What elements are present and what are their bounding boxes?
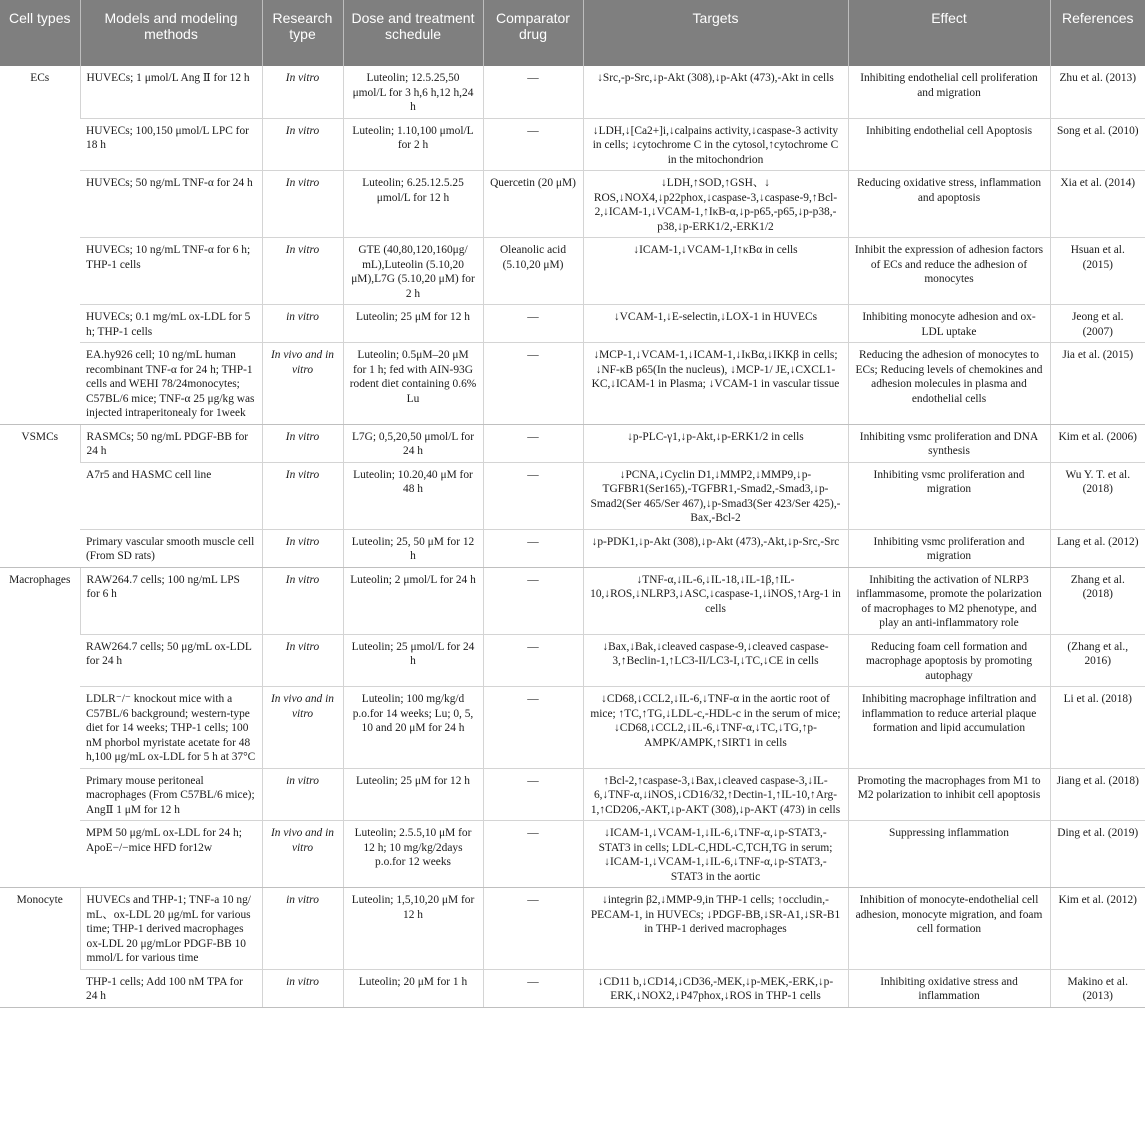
table-row <box>0 969 1145 1007</box>
dose-cell: Luteolin; 100 mg/kg/d p.o.for 14 weeks; Lu; 0, 5, 10 and 20 μM for 24 h <box>343 687 483 769</box>
model-cell: HUVECs; 50 ng/mL TNF-α for 24 h <box>80 171 262 238</box>
header-cell: Dose and treatment schedule <box>343 0 483 66</box>
header-cell: Targets <box>583 0 848 66</box>
table-row <box>0 343 1145 425</box>
comparator-cell: — <box>483 424 583 462</box>
comparator-cell: — <box>483 687 583 769</box>
model-cell: HUVECs; 100,150 μmol/L LPC for 18 h <box>80 118 262 171</box>
dose-cell: Luteolin; 25, 50 μM for 12 h <box>343 529 483 567</box>
comparator-cell: Oleanolic acid (5.10,20 μM) <box>483 238 583 305</box>
model-cell: RASMCs; 50 ng/mL PDGF-BB for 24 h <box>80 424 262 462</box>
targets-cell: ↓LDH,↓[Ca2+]i,↓calpains activity,↓caspase-3 activity in cells; ↓cytochrome C in the cytosol,↑cytochrome C in the mitochondrion <box>583 118 848 171</box>
reference-cell: Jia et al. (2015) <box>1050 343 1145 425</box>
reference-cell: Hsuan et al. (2015) <box>1050 238 1145 305</box>
targets-cell: ↓Src,-p-Src,↓p-Akt (308),↓p-Akt (473),-Akt in cells <box>583 66 848 118</box>
table-row <box>0 888 1145 970</box>
dose-cell: Luteolin; 25 μM for 12 h <box>343 305 483 343</box>
targets-cell: ↓PCNA,↓Cyclin D1,↓MMP2,↓MMP9,↓p-TGFBR1(Ser165),-TGFBR1,-Smad2,-Smad3,↓p-Smad2(Ser 465/Ser 467),↓p-Smad3(Ser 423/Ser 425),-Bax,-Bcl-2 <box>583 462 848 529</box>
reference-cell: Lang et al. (2012) <box>1050 529 1145 567</box>
header-cell: Models and modeling methods <box>80 0 262 66</box>
effect-cell: Inhibit the expression of adhesion factors of ECs and reduce the adhesion of monocytes <box>848 238 1050 305</box>
table-row <box>0 424 1145 462</box>
comparator-cell: — <box>483 66 583 118</box>
targets-cell: ↓p-PLC-γ1,↓p-Akt,↓p-ERK1/2 in cells <box>583 424 848 462</box>
table-row <box>0 462 1145 529</box>
dose-cell: Luteolin; 20 μM for 1 h <box>343 969 483 1007</box>
dose-cell: Luteolin; 10.20,40 μM for 48 h <box>343 462 483 529</box>
reference-cell: (Zhang et al., 2016) <box>1050 634 1145 687</box>
dose-cell: Luteolin; 25 μM for 12 h <box>343 768 483 821</box>
reference-cell: Zhang et al. (2018) <box>1050 567 1145 634</box>
header-row <box>0 0 1145 66</box>
comparator-cell: — <box>483 305 583 343</box>
model-cell: HUVECs and THP-1; TNF-a 10 ng/ mL、ox-LDL 20 μg/mL for various time; THP-1 derived macrophages ox-LDL 20 μg/mLor PDGF-BB 10 mmol/L for various time <box>80 888 262 970</box>
header-cell: Comparator drug <box>483 0 583 66</box>
reference-cell: Song et al. (2010) <box>1050 118 1145 171</box>
comparator-cell: — <box>483 888 583 970</box>
table-row <box>0 687 1145 769</box>
cell-type-cell: ECs <box>0 66 80 424</box>
header-cell: Cell types <box>0 0 80 66</box>
table-row <box>0 768 1145 821</box>
research-type-cell: in vitro <box>262 969 343 1007</box>
comparator-cell: — <box>483 567 583 634</box>
effect-cell: Inhibiting vsmc proliferation and DNA synthesis <box>848 424 1050 462</box>
dose-cell: L7G; 0,5,20,50 μmol/L for 24 h <box>343 424 483 462</box>
reference-cell: Zhu et al. (2013) <box>1050 66 1145 118</box>
comparator-cell: — <box>483 768 583 821</box>
effect-cell: Inhibiting the activation of NLRP3 inflammasome, promote the polarization of macrophages to M2 phenotype, and play an anti-inflammatory role <box>848 567 1050 634</box>
research-type-cell: In vitro <box>262 529 343 567</box>
table-row <box>0 529 1145 567</box>
targets-cell: ↓CD11 b,↓CD14,↓CD36,-MEK,↓p-MEK,-ERK,↓p-ERK,↓NOX2,↓P47phox,↓ROS in THP-1 cells <box>583 969 848 1007</box>
comparator-cell: — <box>483 634 583 687</box>
cell-type-cell: Monocyte <box>0 888 80 1008</box>
targets-cell: ↓ICAM-1,↓VCAM-1,I↑κBα in cells <box>583 238 848 305</box>
comparator-cell: Quercetin (20 μM) <box>483 171 583 238</box>
reference-cell: Jeong et al. (2007) <box>1050 305 1145 343</box>
effect-cell: Reducing oxidative stress, inflammation and apoptosis <box>848 171 1050 238</box>
header-cell: References <box>1050 0 1145 66</box>
effect-cell: Inhibiting endothelial cell proliferation and migration <box>848 66 1050 118</box>
table-row <box>0 567 1145 634</box>
table-row <box>0 171 1145 238</box>
model-cell: HUVECs; 0.1 mg/mL ox-LDL for 5 h; THP-1 cells <box>80 305 262 343</box>
table-row <box>0 634 1145 687</box>
reference-cell: Makino et al. (2013) <box>1050 969 1145 1007</box>
targets-cell: ↓integrin β2,↓MMP-9,in THP-1 cells; ↑occludin,-PECAM-1, in HUVECs; ↓PDGF-BB,↓SR-A1,↓SR-B1 in THP-1 derived macrophages <box>583 888 848 970</box>
effect-cell: Inhibition of monocyte-endothelial cell adhesion, monocyte migration, and foam cell formation <box>848 888 1050 970</box>
table-row <box>0 821 1145 888</box>
comparator-cell: — <box>483 821 583 888</box>
effect-cell: Inhibiting vsmc proliferation and migration <box>848 529 1050 567</box>
dose-cell: Luteolin; 1,5,10,20 μM for 12 h <box>343 888 483 970</box>
comparator-cell: — <box>483 462 583 529</box>
reference-cell: Kim et al. (2012) <box>1050 888 1145 970</box>
reference-cell: Li et al. (2018) <box>1050 687 1145 769</box>
model-cell: RAW264.7 cells; 100 ng/mL LPS for 6 h <box>80 567 262 634</box>
comparator-cell: — <box>483 343 583 425</box>
targets-cell: ↓CD68,↓CCL2,↓IL-6,↓TNF-α in the aortic root of mice; ↑TC,↑TG,↓LDL-c,-HDL-c in the serum of mice; ↓CD68,↓CCL2,↓IL-6,↓TNF-α,↓TC,↓TG,↑p-AMPK/AMPK,↑SIRT1 in cells <box>583 687 848 769</box>
research-type-cell: in vitro <box>262 305 343 343</box>
dose-cell: Luteolin; 2.5.5,10 μM for 12 h; 10 mg/kg/2days p.o.for 12 weeks <box>343 821 483 888</box>
effect-cell: Inhibiting monocyte adhesion and ox-LDL uptake <box>848 305 1050 343</box>
research-type-cell: In vitro <box>262 462 343 529</box>
effect-cell: Inhibiting oxidative stress and inflammation <box>848 969 1050 1007</box>
table-row <box>0 66 1145 118</box>
dose-cell: Luteolin; 0.5μM–20 μM for 1 h; fed with AIN-93G rodent diet containing 0.6% Lu <box>343 343 483 425</box>
table-row <box>0 305 1145 343</box>
comparator-cell: — <box>483 118 583 171</box>
model-cell: EA.hy926 cell; 10 ng/mL human recombinant TNF-α for 24 h; THP-1 cells and WEHI 78/24monocytes; C57BL/6 mice; TNF-α 25 μg/kg was injected intraperitonealy for 1week <box>80 343 262 425</box>
cell-type-cell: VSMCs <box>0 424 80 567</box>
effect-cell: Reducing the adhesion of monocytes to ECs; Reducing levels of chemokines and adhesion molecules in plasma and endothelial cells <box>848 343 1050 425</box>
model-cell: RAW264.7 cells; 50 μg/mL ox-LDL for 24 h <box>80 634 262 687</box>
cell-type-cell: Macrophages <box>0 567 80 888</box>
header-cell: Research type <box>262 0 343 66</box>
effect-cell: Suppressing inflammation <box>848 821 1050 888</box>
research-type-cell: In vitro <box>262 171 343 238</box>
table-row <box>0 238 1145 305</box>
targets-cell: ↓Bax,↓Bak,↓cleaved caspase-9,↓cleaved caspase-3,↑Beclin-1,↑LC3-II/LC3-I,↓TC,↓CE in cells <box>583 634 848 687</box>
research-type-cell: in vitro <box>262 888 343 970</box>
research-type-cell: In vitro <box>262 424 343 462</box>
header-cell: Effect <box>848 0 1050 66</box>
reference-cell: Wu Y. T. et al. (2018) <box>1050 462 1145 529</box>
research-type-cell: In vivo and in vitro <box>262 343 343 425</box>
dose-cell: Luteolin; 6.25.12.5.25 μmol/L for 12 h <box>343 171 483 238</box>
research-type-cell: In vitro <box>262 634 343 687</box>
effect-cell: Inhibiting vsmc proliferation and migration <box>848 462 1050 529</box>
reference-cell: Jiang et al. (2018) <box>1050 768 1145 821</box>
model-cell: LDLR⁻/⁻ knockout mice with a C57BL/6 background; western-type diet for 14 weeks; THP-1 cells; 100 nM phorbol myristate acetate for 48 h,100 μg/mL ox-LDL for 5 h at 37°C <box>80 687 262 769</box>
model-cell: A7r5 and HASMC cell line <box>80 462 262 529</box>
reference-cell: Xia et al. (2014) <box>1050 171 1145 238</box>
research-type-cell: In vitro <box>262 118 343 171</box>
research-type-cell: In vivo and in vitro <box>262 821 343 888</box>
effect-cell: Inhibiting macrophage infiltration and inflammation to reduce arterial plaque formation and lipid accumulation <box>848 687 1050 769</box>
research-type-cell: in vitro <box>262 768 343 821</box>
comparator-cell: — <box>483 529 583 567</box>
model-cell: THP-1 cells; Add 100 nM TPA for 24 h <box>80 969 262 1007</box>
dose-cell: Luteolin; 2 μmol/L for 24 h <box>343 567 483 634</box>
effect-cell: Reducing foam cell formation and macrophage apoptosis by promoting autophagy <box>848 634 1050 687</box>
model-cell: MPM 50 μg/mL ox-LDL for 24 h; ApoE−/−mice HFD for12w <box>80 821 262 888</box>
targets-cell: ↓ICAM-1,↓VCAM-1,↓IL-6,↓TNF-α,↓p-STAT3,-STAT3 in cells; LDL-C,HDL-C,TCH,TG in serum; ↓ICAM-1,↓VCAM-1,↓IL-6,↓TNF-α,↓p-STAT3,-STAT3 in the aortic <box>583 821 848 888</box>
research-type-cell: In vitro <box>262 66 343 118</box>
dose-cell: Luteolin; 12.5.25,50 μmol/L for 3 h,6 h,12 h,24 h <box>343 66 483 118</box>
targets-cell: ↓TNF-α,↓IL-6,↓IL-18,↓IL-1β,↑IL-10,↓ROS,↓NLRP3,↓ASC,↓caspase-1,↓iNOS,↑Arg-1 in cells <box>583 567 848 634</box>
targets-cell: ↓p-PDK1,↓p-Akt (308),↓p-Akt (473),-Akt,↓p-Src,-Src <box>583 529 848 567</box>
effect-cell: Promoting the macrophages from M1 to M2 polarization to inhibit cell apoptosis <box>848 768 1050 821</box>
targets-cell: ↑Bcl-2,↑caspase-3,↓Bax,↓cleaved caspase-3,↓IL-6,↓TNF-α,↓iNOS,↓CD16/32,↑Dectin-1,↑IL-10,↑Arg-1,↑CD206,-AKT,↓p-AKT (308),↓p-AKT (473) in cells <box>583 768 848 821</box>
model-cell: HUVECs; 1 μmol/L Ang Ⅱ for 12 h <box>80 66 262 118</box>
table-row <box>0 118 1145 171</box>
effect-cell: Inhibiting endothelial cell Apoptosis <box>848 118 1050 171</box>
dose-cell: Luteolin; 25 μmol/L for 24 h <box>343 634 483 687</box>
targets-cell: ↓LDH,↑SOD,↑GSH、↓ ROS,↓NOX4,↓p22phox,↓caspase-3,↓caspase-9,↑Bcl-2,↓ICAM-1,↓VCAM-1,↑IκB-α,↓p-p65,-p65,↓p-p38,-p38,↓p-ERK1/2,-ERK1/2 <box>583 171 848 238</box>
targets-cell: ↓VCAM-1,↓E-selectin,↓LOX-1 in HUVECs <box>583 305 848 343</box>
reference-cell: Kim et al. (2006) <box>1050 424 1145 462</box>
reference-cell: Ding et al. (2019) <box>1050 821 1145 888</box>
model-cell: Primary vascular smooth muscle cell (From SD rats) <box>80 529 262 567</box>
research-type-cell: In vitro <box>262 238 343 305</box>
comparator-cell: — <box>483 969 583 1007</box>
research-type-cell: In vitro <box>262 567 343 634</box>
targets-cell: ↓MCP-1,↓VCAM-1,↓ICAM-1,↓IκBα,↓IKKβ in cells; ↓NF-κB p65(In the nucleus), ↓MCP-1/ JE,↓CXCL1-KC,↓ICAM-1 in Plasma; ↓VCAM-1 in vascular tissue <box>583 343 848 425</box>
dose-cell: GTE (40,80,120,160μg/ mL),Luteolin (5.10,20 μM),L7G (5.10,20 μM) for 2 h <box>343 238 483 305</box>
research-type-cell: In vivo and in vitro <box>262 687 343 769</box>
dose-cell: Luteolin; 1.10,100 μmol/L for 2 h <box>343 118 483 171</box>
model-cell: Primary mouse peritoneal macrophages (From C57BL/6 mice); AngⅡ 1 μM for 12 h <box>80 768 262 821</box>
model-cell: HUVECs; 10 ng/mL TNF-α for 6 h; THP-1 cells <box>80 238 262 305</box>
